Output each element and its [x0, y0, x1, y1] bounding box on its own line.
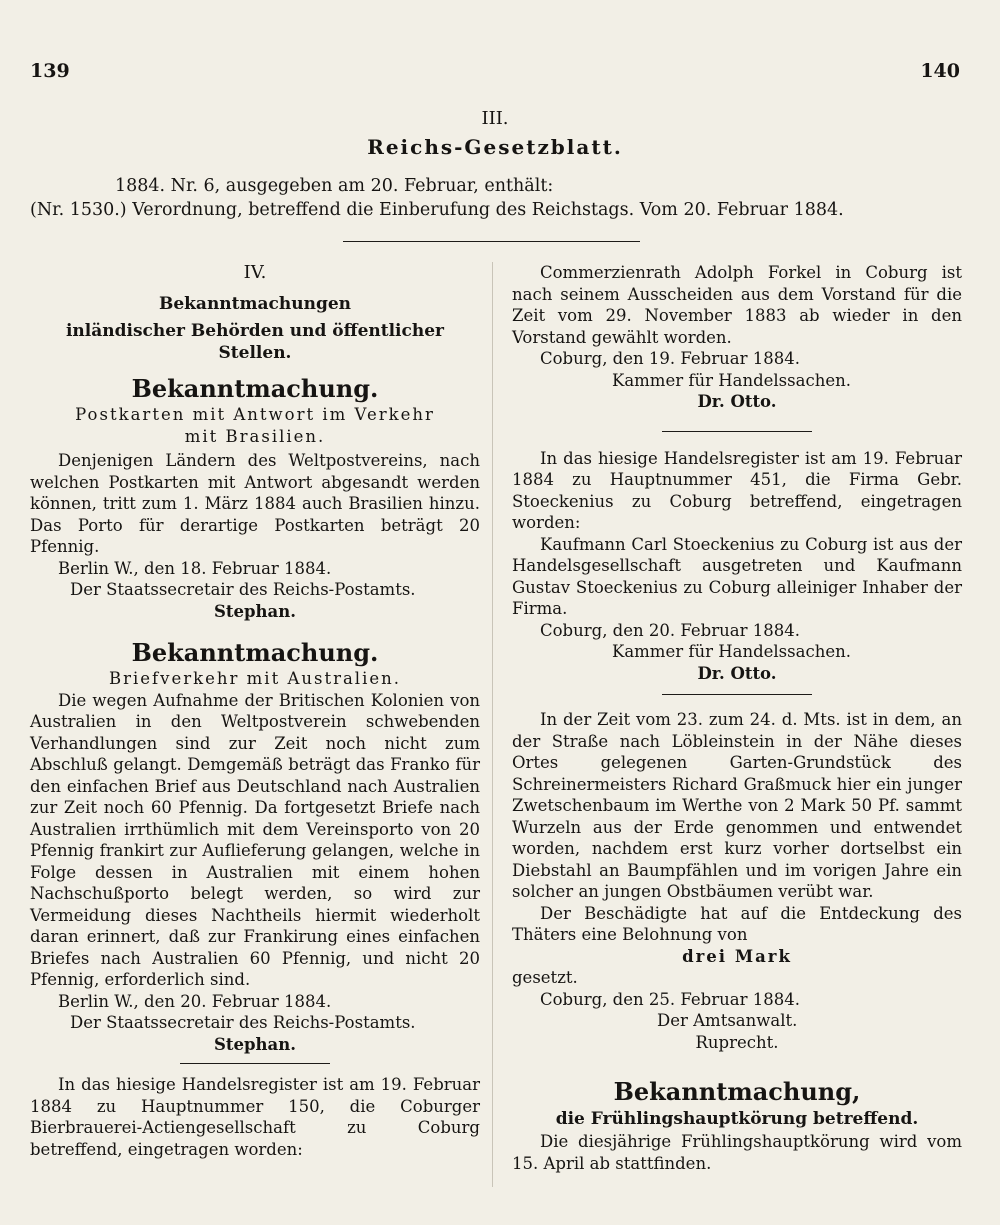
section-title-reichsgesetzblatt: Reichs-Gesetzblatt. [367, 135, 623, 159]
notice-divider [180, 1063, 330, 1064]
notice-subtitle: Briefverkehr mit Australien. [108, 669, 401, 688]
notice-signature: Dr. Otto. [697, 663, 777, 683]
reward-amount: drei Mark [682, 946, 792, 966]
notice-spring-inspection [512, 1077, 962, 1174]
section-title-bekanntmachungen: Bekanntmachungen [158, 293, 352, 314]
notice-postcards-brazil [30, 374, 480, 622]
notice-authority: Kammer für Handelssachen. [612, 370, 851, 390]
notice-date: Coburg, den 25. Februar 1884. [540, 989, 800, 1009]
notice-body: In das hiesige Handelsregister ist am 19. Februar 1884 zu Hauptnummer 451, die Firma Gebr. Stoeckenius zu Coburg betreffend, eingetragen worden: [512, 448, 962, 532]
notice-signature: Ruprecht. [695, 1032, 779, 1052]
notice-authority: Der Amtsanwalt. [657, 1011, 798, 1030]
notice-authority: Kammer für Handelssachen. [612, 642, 851, 661]
notice-register-bierbrauerei-continued [512, 262, 962, 413]
left-column [30, 262, 480, 1160]
gazette-issue-line: 1884. Nr. 6, ausgegeben am 20. Februar, enthält: [115, 176, 554, 196]
section-divider [343, 241, 640, 242]
notice-signature: Stephan. [213, 601, 296, 621]
notice-body: Kaufmann Carl Stoeckenius zu Coburg ist aus der Handelsgesellschaft ausgetreten und Kaufmann Gustav Stoeckenius zu Coburg alleiniger Inhaber der Firma. [512, 534, 962, 618]
notice-heading: Bekanntmachung. [131, 374, 379, 403]
notice-date: Coburg, den 19. Februar 1884. [540, 349, 800, 368]
notice-date: Berlin W., den 20. Februar 1884. [58, 991, 332, 1011]
notice-register-stoeckenius [512, 448, 962, 685]
notice-body: In das hiesige Handelsregister ist am 19. Februar 1884 zu Hauptnummer 150, die Coburger Bierbrauerei-Actiengesellschaft zu Coburg betreffend, eingetragen worden: [30, 1075, 480, 1159]
notice-authority: Der Staatssecretair des Reichs-Postamts. [70, 1013, 416, 1032]
notice-body: Commerzienrath Adolph Forkel in Coburg ist nach seinem Ausscheiden aus dem Vorstand für die Zeit vom 29. November 1883 ab wieder in den Vorstand gewählt worden. [512, 263, 962, 347]
notice-date: Berlin W., den 18. Februar 1884. [58, 558, 332, 578]
notice-body: gesetzt. [512, 968, 578, 987]
notice-subtitle: die Frühlingshauptkörung betreffend. [555, 1109, 919, 1129]
notice-date: Coburg, den 20. Februar 1884. [540, 620, 800, 640]
notice-heading: Bekanntmachung, [613, 1077, 861, 1106]
gazette-content-line: (Nr. 1530.) Verordnung, betreffend die Einberufung des Reichstags. Vom 20. Februar 1884. [30, 200, 844, 220]
notice-subtitle: Postkarten mit Antwort im Verkehr [75, 405, 435, 424]
page-number-left: 139 [30, 60, 70, 82]
notice-divider [662, 694, 812, 695]
notice-body: In der Zeit vom 23. zum 24. d. Mts. ist in dem, an der Straße nach Löbleinstein in der Nähe dieses Ortes gelegenen Garten-Grundstück des Schreinermeisters Richard Graßmuck hier ein junger Zwetschenbaum im Werthe von 2 Mark 50 Pf. sammt Wurzeln aus der Erde genommen und entwendet worden, nachdem erst kurz vorher dortselbst ein Diebstahl an Baumpfählen und im vorigen Jahre ein solcher an jungen Obstbäumen verübt war. [512, 710, 962, 901]
notice-authority: Der Staatssecretair des Reichs-Postamts. [70, 580, 416, 599]
notice-subtitle: mit Brasilien. [184, 426, 326, 446]
notice-signature: Dr. Otto. [697, 392, 777, 411]
section-subtitle-behoerden: inländischer Behörden und öffentlicher Stellen. [65, 321, 445, 363]
notice-body: Der Beschädigte hat auf die Entdeckung des Thäters eine Belohnung von [512, 903, 962, 944]
section-numeral-iii: III. [481, 108, 509, 129]
notice-divider [662, 431, 812, 432]
right-column [512, 262, 962, 1174]
notice-register-bierbrauerei [30, 1074, 480, 1160]
notice-mail-australia [30, 638, 480, 1055]
notice-heading: Bekanntmachung. [131, 638, 379, 667]
notice-signature: Stephan. [213, 1034, 296, 1054]
section-numeral-iv: IV. [243, 262, 267, 283]
notice-body: Die wegen Aufnahme der Britischen Kolonien von Australien in den Weltpostverein schwebenden Verhandlungen sind zur Zeit noch nicht zum Abschluß gelangt. Demgemäß beträgt das Franko für den einfachen Brief aus Deutschland nach Australien zur Zeit noch 60 Pfennig. Da fortgesetzt Briefe nach Australien irrthümlich mit dem Vereinsporto von 20 Pfennig frankirt zur Auflieferung gelangen, welche in Folge dessen in Australien mit einem hohen Nachschußporto belegt werden, so wird zur Vermeidung dieses Nachtheils hiermit wiederholt daran erinnert, daß zur Frankirung eines einfachen Briefes nach Australien 60 Pfennig, und nicht 20 Pfennig, erforderlich sind. [30, 690, 480, 989]
notice-body: Denjenigen Ländern des Weltpostvereins, nach welchen Postkarten mit Antwort abgesandt werden können, tritt zum 1. März 1884 auch Brasilien hinzu. Das Porto für derartige Postkarten beträgt 20 Pfennig. [30, 451, 480, 556]
column-divider [492, 262, 493, 1187]
page-number-right: 140 [920, 60, 960, 82]
notice-body: Die diesjährige Frühlingshauptkörung wird vom 15. April ab stattfinden. [512, 1132, 962, 1173]
notice-theft-report [512, 709, 962, 1053]
